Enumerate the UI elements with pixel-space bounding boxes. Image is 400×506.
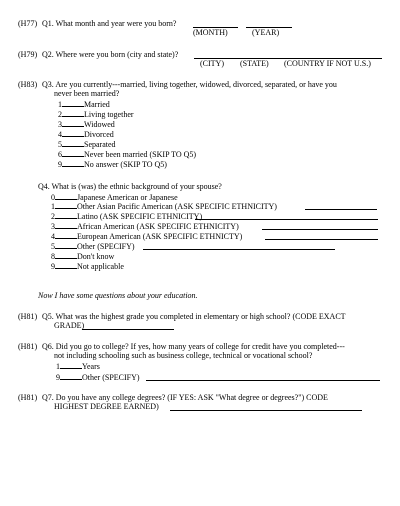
q1-year-label: (YEAR) xyxy=(252,28,280,37)
q1-month-label: (MONTH) xyxy=(193,28,228,37)
q4-option[interactable]: 3 African American (ASK SPECIFIC ETHNICITY) xyxy=(51,222,239,231)
q4-option[interactable]: 0 Japanese American or Japanese xyxy=(51,193,178,202)
q7-question-line1: Q7. Do you have any college degrees? (IF YES: ASK "What degree or degrees?") CODE xyxy=(42,393,328,402)
q4-option-1-specify-line[interactable] xyxy=(305,201,377,210)
q1-year-field[interactable] xyxy=(246,19,292,28)
q1-code: (H77) xyxy=(18,19,38,28)
q3-code: (H83) xyxy=(18,80,38,89)
q4-option[interactable]: 8 Don't know xyxy=(51,252,115,261)
q4-option-3-specify-line[interactable] xyxy=(262,221,378,230)
q7-question-line2: HIGHEST DEGREE EARNED) xyxy=(54,402,159,411)
q6-other-specify-line[interactable] xyxy=(146,372,380,381)
q3-option[interactable]: 6 Never been married (SKIP TO Q5) xyxy=(58,150,197,159)
q3-option[interactable]: 4 Divorced xyxy=(58,130,114,139)
q2-code: (H79) xyxy=(18,50,38,59)
q3-option[interactable]: 9 No answer (SKIP TO Q5) xyxy=(58,160,167,169)
q4-option[interactable]: 1 Other Asian Pacific American (ASK SPECIFIC ETHNICITY) xyxy=(51,202,277,211)
q2-city-label: (CITY) xyxy=(200,59,224,68)
q2-question: Q2. Where were you born (city and state)? xyxy=(42,50,179,59)
education-section-intro: Now I have some questions about your education. xyxy=(38,291,198,300)
q2-city-state-country-field[interactable] xyxy=(194,50,382,59)
q3-option[interactable]: 5 Separated xyxy=(58,140,116,149)
q2-state-label: (STATE) xyxy=(240,59,269,68)
q4-option-5-specify-line[interactable] xyxy=(143,241,335,250)
q5-code: (H81) xyxy=(18,312,38,321)
q4-option[interactable]: 5 Other (SPECIFY) xyxy=(51,242,135,251)
q7-code: (H81) xyxy=(18,393,38,402)
q3-question-line1: Q3. Are you currently---married, living together, widowed, divorced, separated, or have you xyxy=(42,80,337,89)
q4-option[interactable]: 4 European American (ASK SPECIFIC ETHNICTY) xyxy=(51,232,243,241)
q6-question-line2: not including schooling such as business college, technical or vocational school? xyxy=(54,351,313,360)
q4-option[interactable]: 2 Latino (ASK SPECIFIC ETHNICITY) xyxy=(51,212,203,221)
q5-grade-field[interactable] xyxy=(82,321,174,330)
q3-option[interactable]: 2 Living together xyxy=(58,110,134,119)
q1-month-field[interactable] xyxy=(193,19,238,28)
q4-option-2-specify-line[interactable] xyxy=(195,211,378,220)
q3-option[interactable]: 1 Married xyxy=(58,100,110,109)
q1-question: Q1. What month and year were you born? xyxy=(42,19,177,28)
q2-country-label: (COUNTRY IF NOT U.S.) xyxy=(284,59,371,68)
q6-code: (H81) xyxy=(18,342,38,351)
q4-option-4-specify-line[interactable] xyxy=(265,231,378,240)
q6-option[interactable]: 1 Years xyxy=(56,362,100,371)
q4-question: Q4. What is (was) the ethnic background of your spouse? xyxy=(38,182,222,191)
q5-question-line1: Q5. What was the highest grade you completed in elementary or high school? (CODE EXACT xyxy=(42,312,346,321)
q6-option[interactable]: 9 Other (SPECIFY) xyxy=(56,373,140,382)
q7-degree-field[interactable] xyxy=(170,402,362,411)
q6-question-line1: Q6. Did you go to college? If yes, how many years of college for credit have you completed--- xyxy=(42,342,345,351)
q3-option[interactable]: 3 Widowed xyxy=(58,120,115,129)
q4-option[interactable]: 9 Not applicable xyxy=(51,262,124,271)
q5-question-line2: GRADE) xyxy=(54,321,85,330)
q3-question-line2: never been married? xyxy=(54,89,120,98)
